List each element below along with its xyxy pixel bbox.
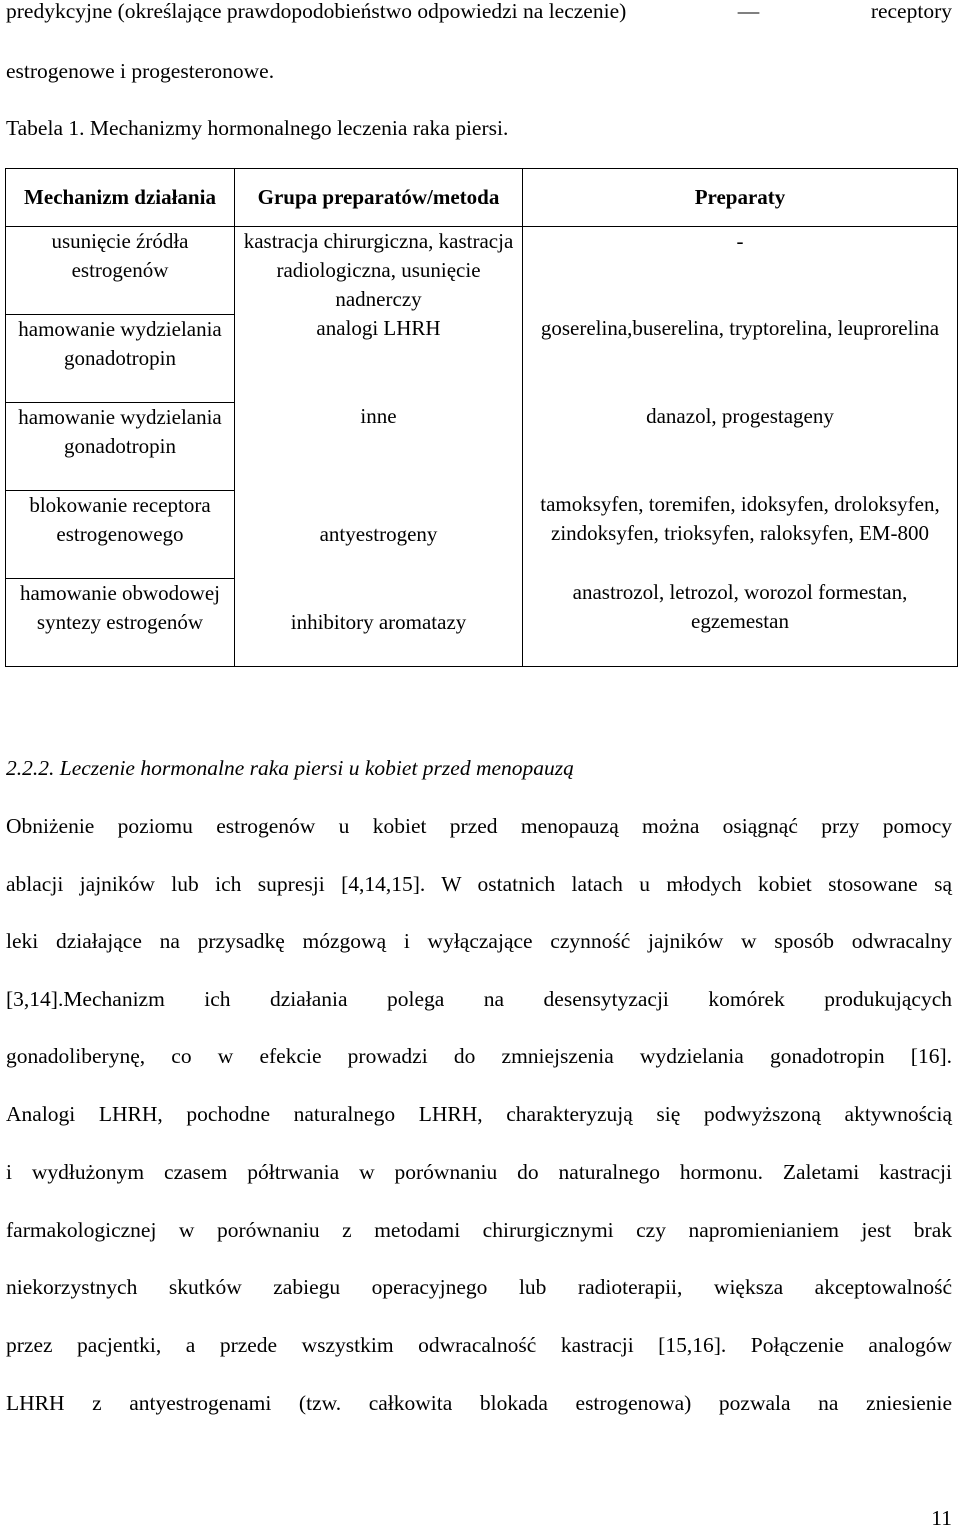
cell-group: antyestrogeny — [235, 490, 523, 578]
intro-line-1-right: receptory — [870, 0, 952, 23]
header-mechanism: Mechanizm działania — [6, 169, 235, 227]
body-line: leki działające na przysadkę mózgową i wyłączające czynność jajników w sposób odwracalny — [6, 929, 952, 953]
cell-mechanism: hamowanie wydzielania gonadotropin — [6, 314, 235, 402]
body-line: farmakologicznej w porównaniu z metodami chirurgicznymi czy napromienianiem jest brak — [6, 1218, 952, 1242]
body-line: LHRH z antyestrogenami (tzw. całkowita blokada estrogenowa) pozwala na zniesienie — [6, 1391, 952, 1415]
body-line: Obniżenie poziomu estrogenów u kobiet przed menopauzą można osiągnąć przy pomocy — [6, 814, 952, 838]
header-group: Grupa preparatów/metoda — [235, 169, 523, 227]
table-row — [6, 402, 958, 490]
table-header-row — [6, 169, 958, 227]
cell-group: inhibitory aromatazy — [235, 578, 523, 666]
table-row — [6, 314, 958, 402]
intro-line-1-dash: — — [737, 0, 760, 23]
body-line: ablacji jajników lub ich supresji [4,14,15]. W ostatnich latach u młodych kobiet stosowane są — [6, 872, 952, 896]
cell-preparations: anastrozol, letrozol, worozol formestan, egzemestan — [523, 578, 958, 666]
mechanisms-table — [5, 168, 958, 667]
body-line: przez pacjentki, a przede wszystkim odwracalność kastracji [15,16]. Połączenie analogów — [6, 1333, 952, 1357]
cell-mechanism: usunięcie źródła estrogenów — [6, 227, 235, 315]
cell-mechanism: blokowanie receptora estrogenowego — [6, 490, 235, 578]
cell-preparations: danazol, progestageny — [523, 402, 958, 490]
body-line: gonadoliberynę, co w efekcie prowadzi do zmniejszenia wydzielania gonadotropin [16]. — [6, 1044, 952, 1068]
cell-preparations: tamoksyfen, toremifen, idoksyfen, droloksyfen, zindoksyfen, trioksyfen, raloksyfen, EM-800 — [523, 490, 958, 578]
body-line: i wydłużonym czasem półtrwania w porównaniu do naturalnego hormonu. Zaletami kastracji — [6, 1160, 952, 1184]
intro-line-1 — [6, 0, 952, 23]
cell-preparations: - — [523, 227, 958, 315]
cell-group: analogi LHRH — [235, 314, 523, 402]
intro-line-2: estrogenowe i progesteronowe. — [6, 59, 275, 83]
intro-line-1-left: predykcyjne (określające prawdopodobieństwo odpowiedzi na leczenie) — [6, 0, 627, 23]
table-row — [6, 490, 958, 578]
cell-group: kastracja chirurgiczna, kastracja radiologiczna, usunięcie nadnerczy — [235, 227, 523, 315]
cell-group: inne — [235, 402, 523, 490]
body-line: [3,14].Mechanizm ich działania polega na desensytyzacji komórek produkujących — [6, 987, 952, 1011]
table-row — [6, 578, 958, 666]
section-heading: 2.2.2. Leczenie hormonalne raka piersi u kobiet przed menopauzą — [6, 756, 574, 780]
table-caption: Tabela 1. Mechanizmy hormonalnego leczenia raka piersi. — [6, 116, 509, 140]
cell-mechanism: hamowanie obwodowej syntezy estrogenów — [6, 578, 235, 666]
table-row — [6, 227, 958, 315]
cell-preparations: goserelina,buserelina, tryptorelina, leuprorelina — [523, 314, 958, 402]
page-number: 11 — [931, 1506, 952, 1530]
body-line: Analogi LHRH, pochodne naturalnego LHRH, charakteryzują się podwyższoną aktywnością — [6, 1102, 952, 1126]
body-line: niekorzystnych skutków zabiegu operacyjnego lub radioterapii, większa akceptowalność — [6, 1275, 952, 1299]
header-preparations: Preparaty — [523, 169, 958, 227]
cell-mechanism: hamowanie wydzielania gonadotropin — [6, 402, 235, 490]
